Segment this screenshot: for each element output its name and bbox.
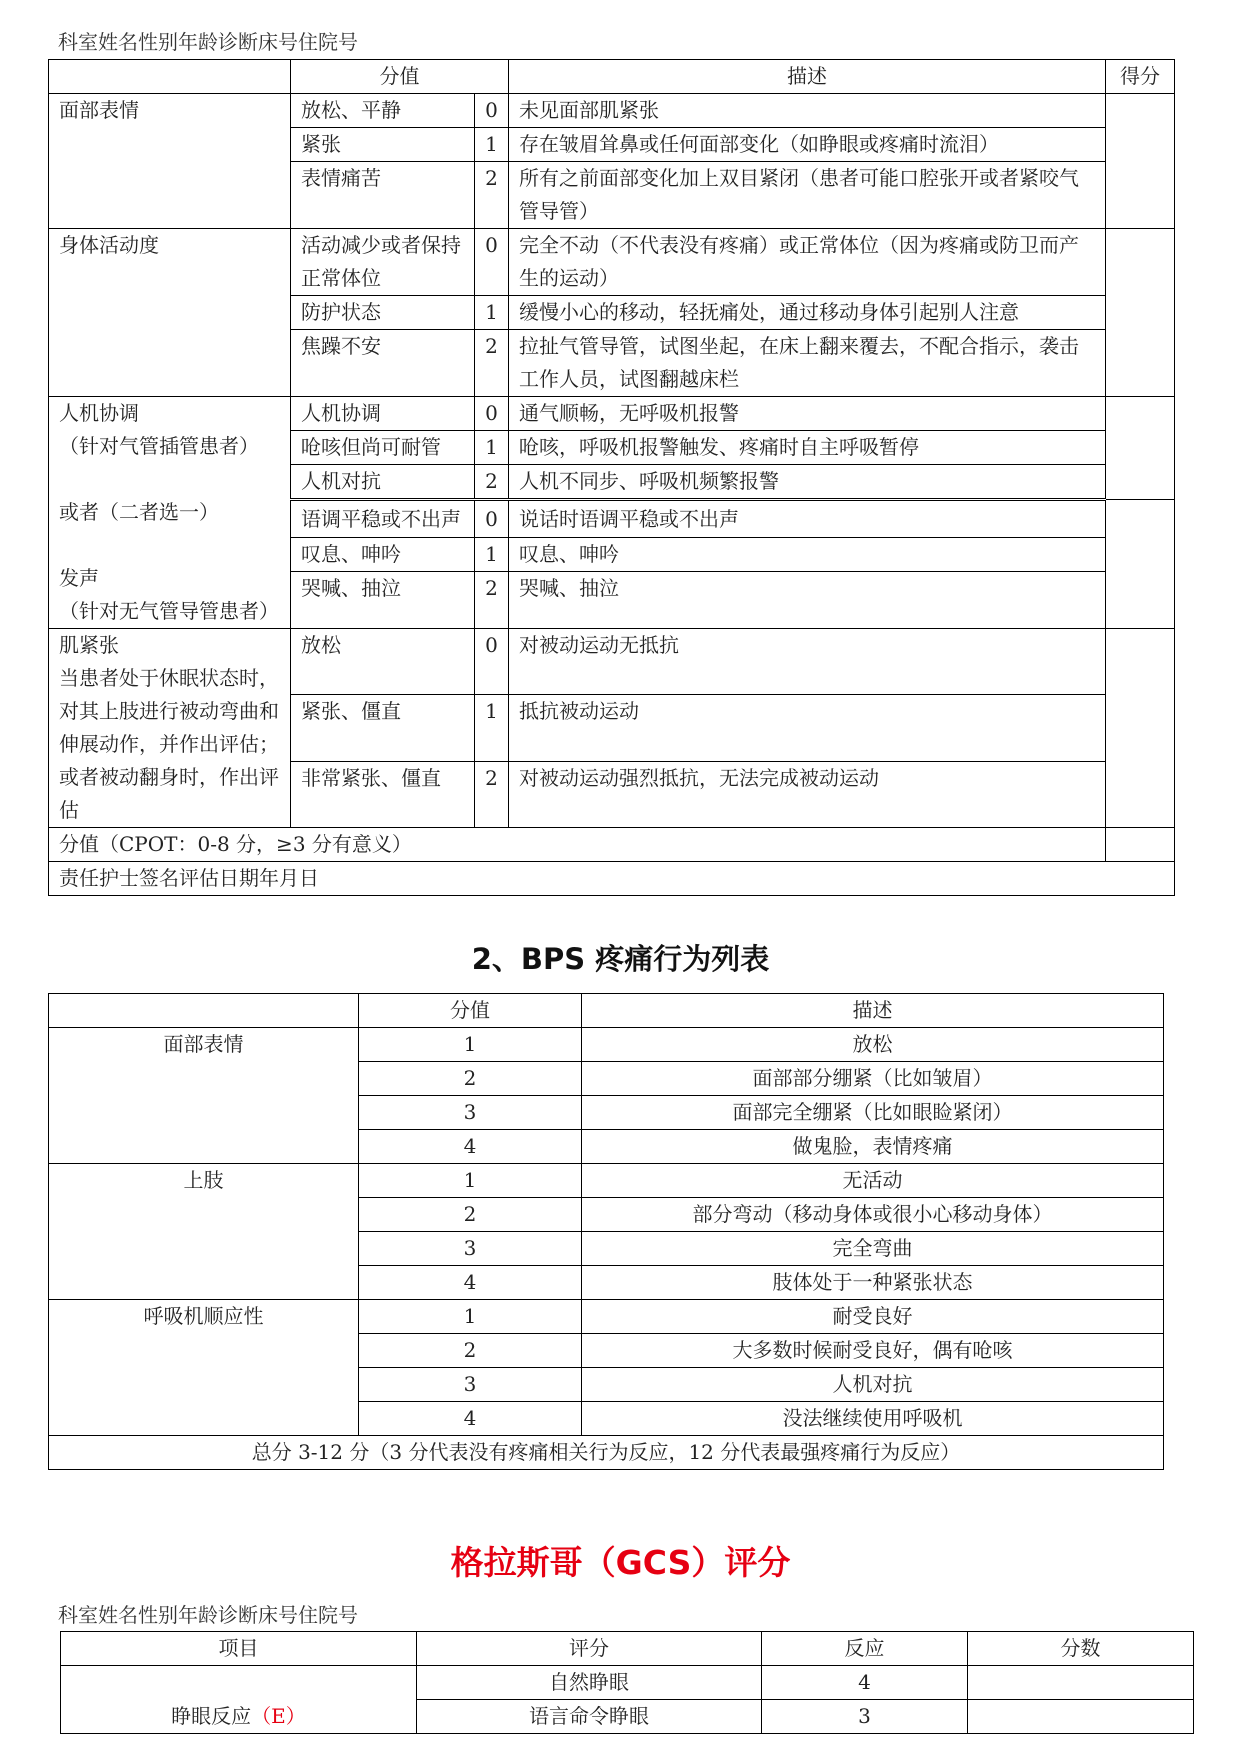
table-row <box>49 397 1175 431</box>
cpot-desc: 未见面部肌紧张 <box>509 94 1106 128</box>
cpot-header-blank <box>49 60 291 94</box>
bps-group-label: 上肢 <box>49 1164 359 1300</box>
bps-score: 1 <box>359 1164 582 1198</box>
cpot-desc: 拉扯气管导管，试图坐起，在床上翻来覆去，不配合指示，袭击工作人员，试图翻越床栏 <box>509 330 1106 397</box>
bps-score: 3 <box>359 1368 582 1402</box>
cpot-table <box>48 59 1175 896</box>
bps-score: 3 <box>359 1232 582 1266</box>
bps-desc: 无活动 <box>582 1164 1164 1198</box>
bps-score: 4 <box>359 1130 582 1164</box>
table-row <box>49 1164 1164 1198</box>
cpot-state: 人机协调 <box>291 397 475 431</box>
cpot-score: 1 <box>475 695 509 761</box>
gcs-patient-info-header: 科室姓名性别年龄诊断床号住院号 <box>58 1603 358 1627</box>
bps-desc: 没法继续使用呼吸机 <box>582 1402 1164 1436</box>
bps-score: 4 <box>359 1402 582 1436</box>
bps-score: 2 <box>359 1198 582 1232</box>
cpot-state: 人机对抗 <box>291 465 475 500</box>
cpot-group-label: 身体活动度 <box>49 229 291 397</box>
cpot-score: 2 <box>475 761 509 827</box>
cpot-score: 1 <box>475 538 509 572</box>
cpot-desc: 呛咳，呼吸机报警触发、疼痛时自主呼吸暂停 <box>509 431 1106 465</box>
table-row <box>49 94 1175 128</box>
cpot-state: 焦躁不安 <box>291 330 475 397</box>
cpot-state: 表情痛苦 <box>291 162 475 229</box>
cpot-state: 叹息、呻吟 <box>291 538 475 572</box>
gcs-rating: 语言命令睁眼 <box>417 1700 762 1734</box>
cpot-desc: 缓慢小心的移动，轻抚痛处，通过移动身体引起别人注意 <box>509 296 1106 330</box>
bps-total-row <box>49 1436 1164 1470</box>
cpot-points-cell[interactable] <box>1106 629 1175 828</box>
bps-desc: 大多数时候耐受良好，偶有呛咳 <box>582 1334 1164 1368</box>
cpot-group-label <box>49 397 291 629</box>
bps-header-desc: 描述 <box>582 994 1164 1028</box>
patient-info-header: 科室姓名性别年龄诊断床号住院号 <box>58 30 358 54</box>
bps-score: 4 <box>359 1266 582 1300</box>
cpot-group-label: 面部表情 <box>49 94 291 229</box>
bps-total-label: 总分 3-12 分（3 分代表没有疼痛相关行为反应，12 分代表最强疼痛行为反应） <box>49 1436 1164 1470</box>
cpot-header-points: 得分 <box>1106 60 1175 94</box>
gcs-response: 3 <box>762 1700 968 1734</box>
cpot-score: 2 <box>475 162 509 229</box>
gcs-rating: 自然睁眼 <box>417 1666 762 1700</box>
bps-table <box>48 993 1164 1470</box>
cpot-total-points-cell[interactable] <box>1106 828 1175 862</box>
cpot-points-cell[interactable] <box>1106 229 1175 397</box>
cpot-state: 呛咳但尚可耐管 <box>291 431 475 465</box>
gcs-header-response: 反应 <box>762 1632 968 1666</box>
cpot-score: 1 <box>475 431 509 465</box>
cpot-sign-row <box>49 862 1175 896</box>
cpot-desc: 完全不动（不代表没有疼痛）或正常体位（因为疼痛或防卫而产生的运动） <box>509 229 1106 296</box>
cpot-desc: 对被动运动强烈抵抗，无法完成被动运动 <box>509 761 1106 827</box>
bps-desc: 做鬼脸，表情疼痛 <box>582 1130 1164 1164</box>
bps-desc: 人机对抗 <box>582 1368 1164 1402</box>
bps-score: 2 <box>359 1334 582 1368</box>
cpot-desc: 对被动运动无抵抗 <box>509 629 1106 695</box>
cpot-points-cell[interactable] <box>1106 397 1175 500</box>
cpot-desc: 通气顺畅，无呼吸机报警 <box>509 397 1106 431</box>
cpot-total-label: 分值（CPOT：0-8 分，≥3 分有意义） <box>49 828 1106 862</box>
gcs-title: 格拉斯哥（GCS）评分 <box>450 1543 791 1582</box>
bps-desc: 耐受良好 <box>582 1300 1164 1334</box>
cpot-score: 2 <box>475 465 509 500</box>
gcs-item-name: 睁眼反应 <box>171 1704 252 1728</box>
bps-score: 1 <box>359 1300 582 1334</box>
bps-group-label: 面部表情 <box>49 1028 359 1164</box>
cpot-header-desc: 描述 <box>509 60 1106 94</box>
cpot-score: 1 <box>475 296 509 330</box>
cpot-header-score: 分值 <box>291 60 509 94</box>
gcs-response: 4 <box>762 1666 968 1700</box>
bps-header-row <box>49 994 1164 1028</box>
bps-score: 3 <box>359 1096 582 1130</box>
bps-group-label: 呼吸机顺应性 <box>49 1300 359 1436</box>
cpot-group-label-line: 或者（二者选一） <box>59 500 219 524</box>
cpot-score: 0 <box>475 229 509 296</box>
cpot-points-cell[interactable] <box>1106 500 1175 629</box>
cpot-score: 1 <box>475 128 509 162</box>
cpot-points-cell[interactable] <box>1106 94 1175 229</box>
cpot-state: 活动减少或者保持正常体位 <box>291 229 475 296</box>
cpot-desc: 所有之前面部变化加上双目紧闭（患者可能口腔张开或者紧咬气管导管） <box>509 162 1106 229</box>
cpot-state: 紧张、僵直 <box>291 695 475 761</box>
cpot-desc: 抵抗被动运动 <box>509 695 1106 761</box>
gcs-item-code: （E） <box>251 1704 306 1728</box>
cpot-state: 语调平稳或不出声 <box>291 500 475 538</box>
cpot-group-label <box>49 629 291 828</box>
gcs-header-rating: 评分 <box>417 1632 762 1666</box>
cpot-state: 放松 <box>291 629 475 695</box>
table-row <box>49 629 1175 695</box>
cpot-desc: 存在皱眉耸鼻或任何面部变化（如睁眼或疼痛时流泪） <box>509 128 1106 162</box>
gcs-header-row <box>61 1632 1194 1666</box>
cpot-desc: 说话时语调平稳或不出声 <box>509 500 1106 538</box>
bps-title: 2、BPS 疼痛行为列表 <box>471 942 770 976</box>
cpot-state: 紧张 <box>291 128 475 162</box>
gcs-table <box>60 1631 1194 1734</box>
table-row <box>49 1028 1164 1062</box>
cpot-desc: 哭喊、抽泣 <box>509 572 1106 629</box>
gcs-points-cell[interactable] <box>968 1666 1194 1700</box>
cpot-header-row <box>49 60 1175 94</box>
gcs-item-label <box>61 1666 417 1734</box>
cpot-group-note: 当患者处于休眠状态时，对其上肢进行被动弯曲和伸展动作，并作出评估；或者被动翻身时，作出评估 <box>59 666 279 822</box>
gcs-points-cell[interactable] <box>968 1700 1194 1734</box>
cpot-state: 防护状态 <box>291 296 475 330</box>
bps-desc: 面部完全绷紧（比如眼睑紧闭） <box>582 1096 1164 1130</box>
bps-header-score: 分值 <box>359 994 582 1028</box>
cpot-group-label-line: 发声 <box>59 566 99 590</box>
table-row <box>49 1300 1164 1334</box>
table-row <box>49 229 1175 296</box>
bps-score: 1 <box>359 1028 582 1062</box>
cpot-state: 非常紧张、僵直 <box>291 761 475 827</box>
cpot-group-label-line: （针对气管插管患者） <box>59 434 259 458</box>
cpot-group-label-line: 人机协调 <box>59 401 139 425</box>
bps-desc: 肢体处于一种紧张状态 <box>582 1266 1164 1300</box>
cpot-desc: 叹息、呻吟 <box>509 538 1106 572</box>
bps-desc: 放松 <box>582 1028 1164 1062</box>
cpot-score: 0 <box>475 94 509 128</box>
cpot-score: 0 <box>475 629 509 695</box>
cpot-score: 0 <box>475 500 509 538</box>
cpot-sign-label: 责任护士签名评估日期年月日 <box>49 862 1175 896</box>
cpot-group-label-line: （针对无气管导管患者） <box>59 599 279 623</box>
bps-header-blank <box>49 994 359 1028</box>
cpot-group-label-line: 肌紧张 <box>59 633 119 657</box>
cpot-state: 放松、平静 <box>291 94 475 128</box>
cpot-desc: 人机不同步、呼吸机频繁报警 <box>509 465 1106 500</box>
gcs-header-points: 分数 <box>968 1632 1194 1666</box>
table-row <box>61 1666 1194 1700</box>
cpot-score: 0 <box>475 397 509 431</box>
gcs-header-item: 项目 <box>61 1632 417 1666</box>
cpot-score: 2 <box>475 572 509 629</box>
cpot-total-row <box>49 828 1175 862</box>
bps-score: 2 <box>359 1062 582 1096</box>
bps-desc: 面部部分绷紧（比如皱眉） <box>582 1062 1164 1096</box>
cpot-state: 哭喊、抽泣 <box>291 572 475 629</box>
bps-desc: 部分弯动（移动身体或很小心移动身体） <box>582 1198 1164 1232</box>
cpot-score: 2 <box>475 330 509 397</box>
bps-desc: 完全弯曲 <box>582 1232 1164 1266</box>
